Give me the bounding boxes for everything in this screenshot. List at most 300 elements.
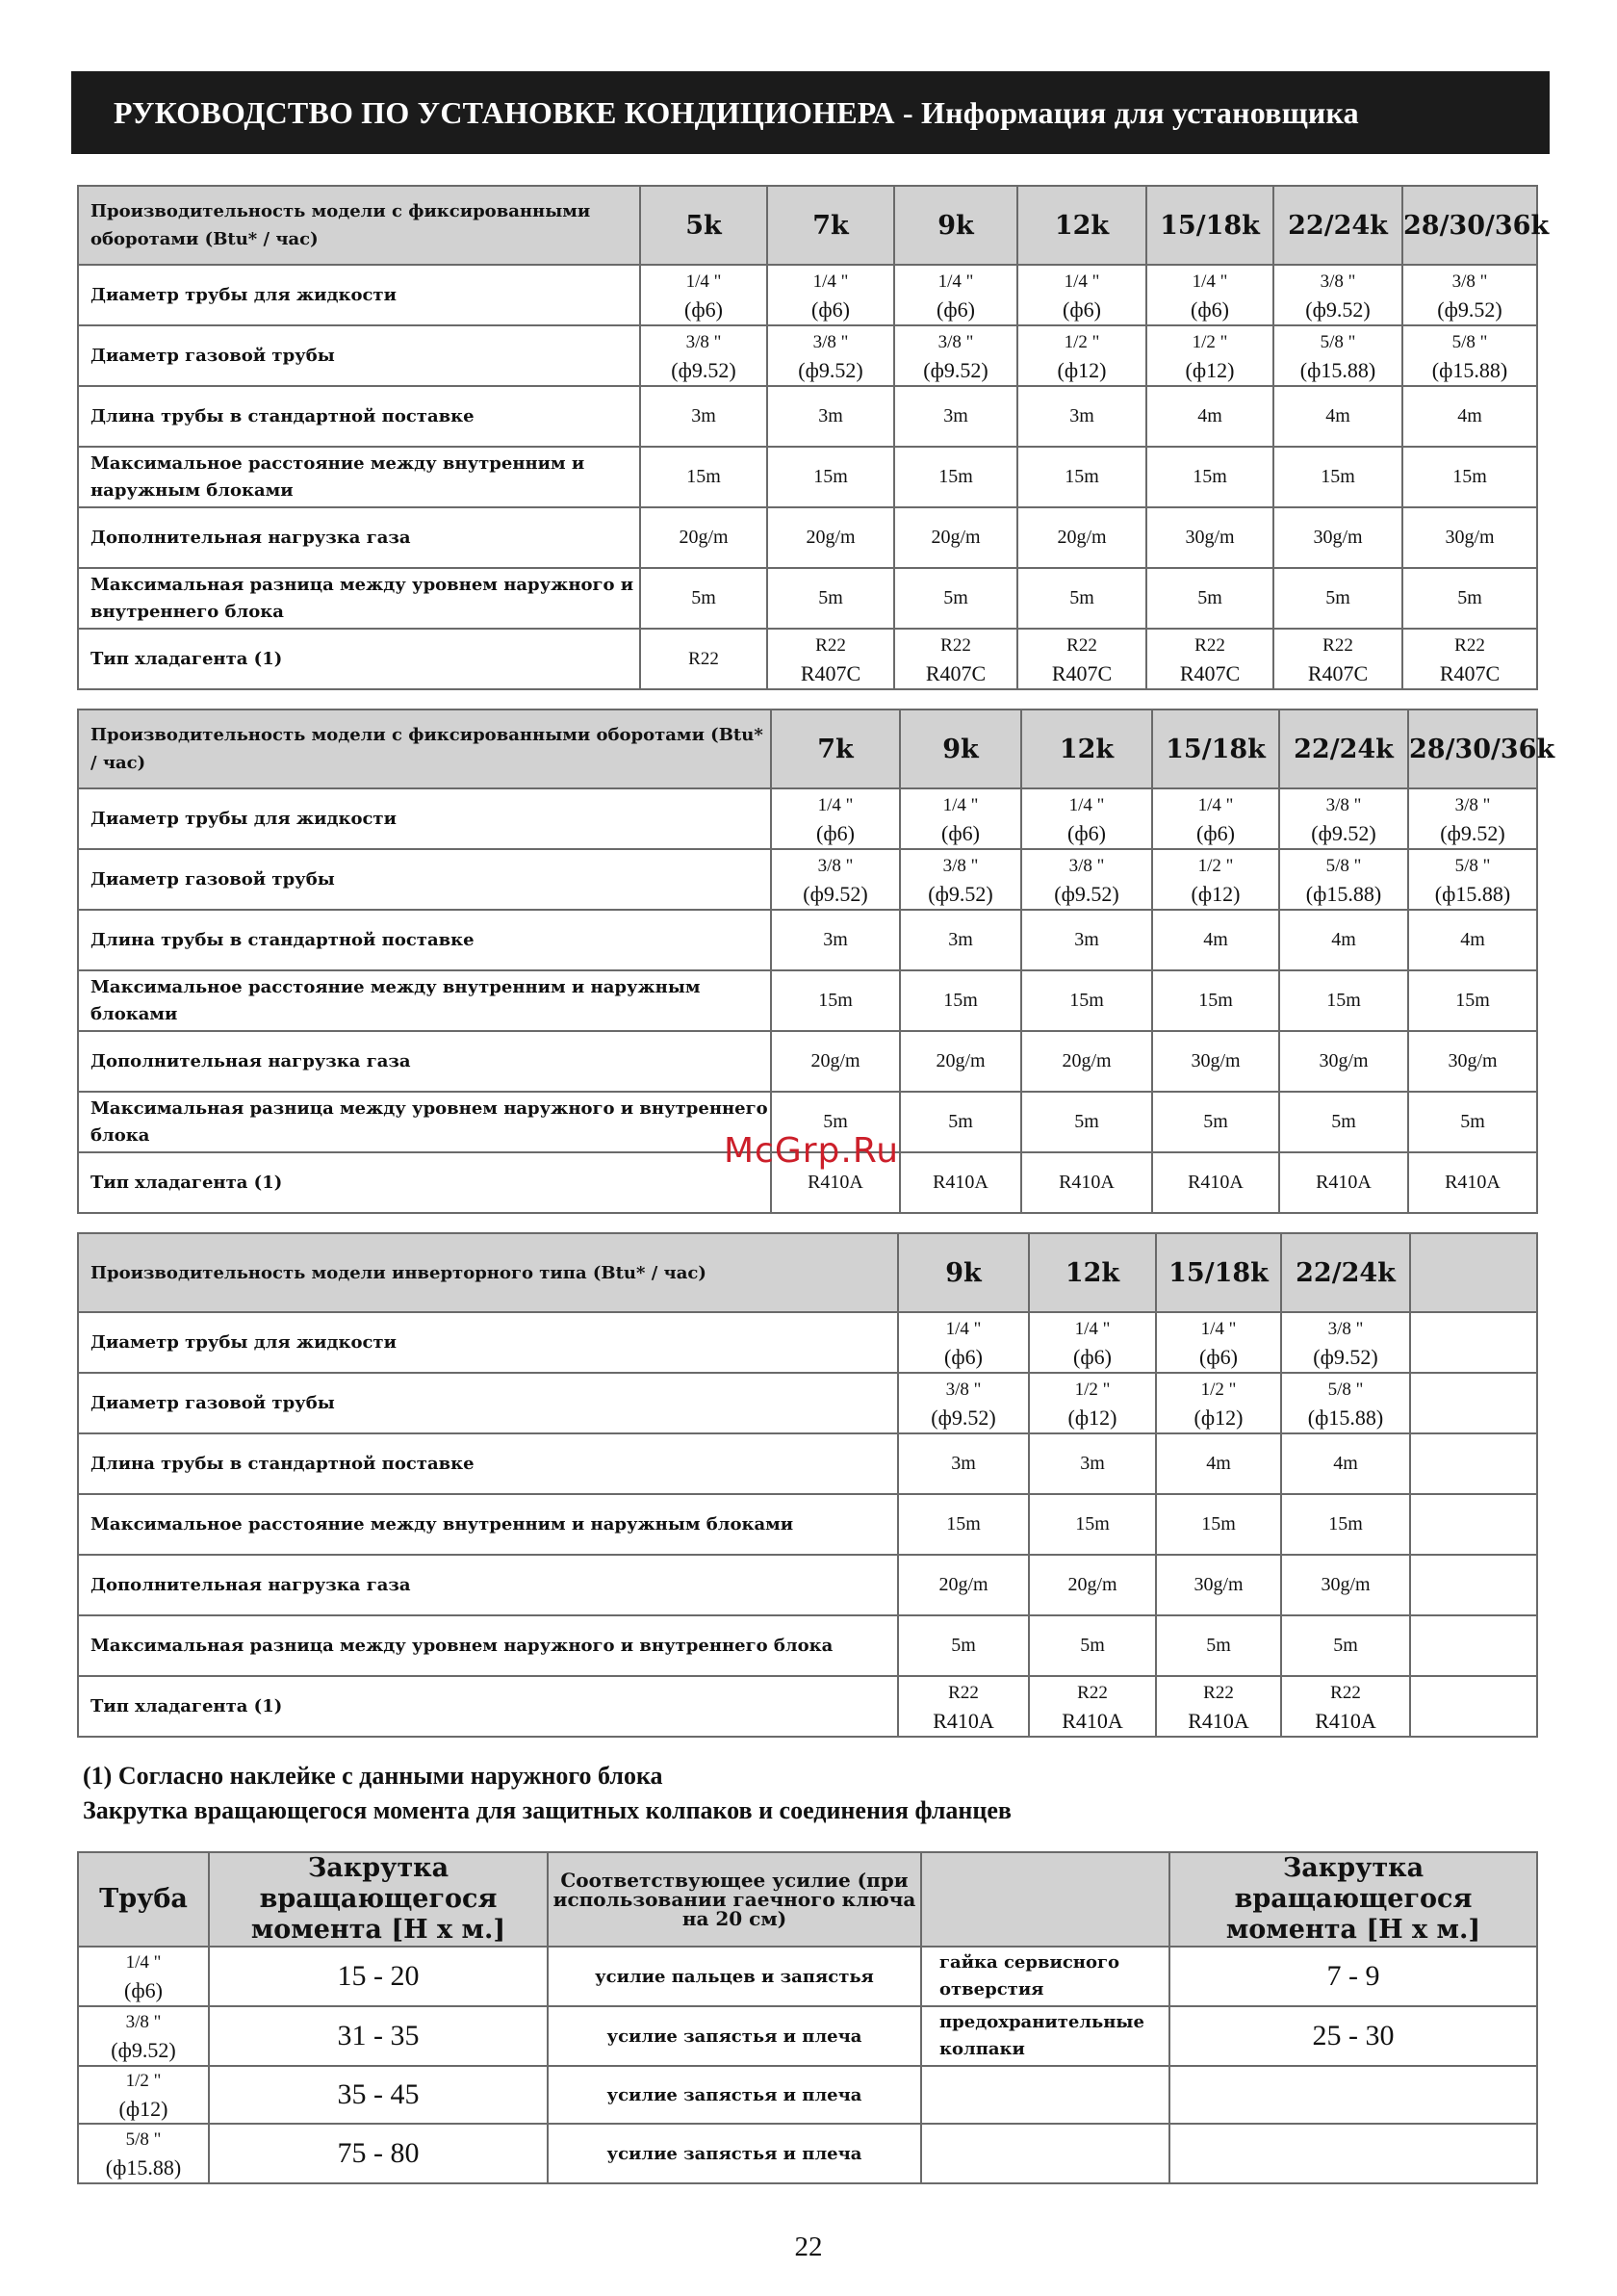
table-cell: 3m	[771, 910, 900, 970]
table-cell: 5m	[1029, 1615, 1156, 1676]
table-cell	[1279, 849, 1408, 910]
table-cell: 4m	[1402, 386, 1537, 447]
cell-line-primary: 1/4 "	[945, 1318, 982, 1339]
torque-pipe-size	[78, 2006, 209, 2066]
table-cell: 30g/m	[1279, 1031, 1408, 1092]
table-cell: 15m	[1156, 1494, 1281, 1555]
table-cell	[640, 265, 767, 325]
column-header: 28/30/36k	[1408, 709, 1537, 788]
cell-line-primary: R22	[948, 1682, 979, 1703]
table-cell	[1281, 1373, 1410, 1433]
torque-part	[921, 2124, 1169, 2183]
cell-line-secondary: (ф6)	[684, 297, 723, 322]
cell-line-secondary: (ф6)	[811, 297, 850, 322]
cell-line-secondary: (ф15.88)	[1307, 1405, 1384, 1430]
table-cell: 15m	[1273, 447, 1402, 507]
cell-line-secondary: R407C	[1439, 660, 1501, 685]
table-cell	[1410, 1676, 1537, 1737]
cell-line-primary: R22	[1330, 1682, 1361, 1703]
cell-line-primary: R22	[1066, 634, 1097, 656]
cell-line-primary: 3/8 "	[1454, 794, 1491, 815]
page-title: РУКОВОДСТВО ПО УСТАНОВКЕ КОНДИЦИОНЕРА - Информация для установщика	[71, 71, 1550, 154]
torque-row	[78, 2124, 1537, 2183]
torque-force: усилие запястья и плеча	[548, 2006, 921, 2066]
table-cell: 3m	[1021, 910, 1152, 970]
cell-line-primary: 1/2 "	[1200, 1379, 1237, 1400]
table-cell: R410A	[1021, 1152, 1152, 1213]
cell-line-secondary: (ф9.52)	[1313, 1344, 1378, 1369]
table-cell	[1029, 1312, 1156, 1373]
row-label: Диаметр газовой трубы	[78, 325, 640, 386]
table-row	[78, 849, 1537, 910]
torque-header-torque2: Закрутка вращающегося момента [Н х м.]	[1169, 1852, 1537, 1947]
table-row	[78, 910, 1537, 970]
column-header: 12k	[1021, 709, 1152, 788]
table-cell: 15m	[900, 970, 1021, 1031]
table-cell	[1279, 788, 1408, 849]
cell-line-primary: 1/4 "	[1068, 794, 1105, 815]
table-cell	[1029, 1676, 1156, 1737]
row-label: Максимальная разница между уровнем наружного и внутреннего блока	[78, 568, 640, 629]
cell-line-primary: 3/8 "	[1327, 1318, 1364, 1339]
footnote: (1) Согласно наклейке с данными наружного блока	[83, 1762, 663, 1790]
inverter-table	[77, 1232, 1538, 1738]
torque-row	[78, 2006, 1537, 2066]
column-header: 15/18k	[1152, 709, 1279, 788]
table-cell	[1408, 849, 1537, 910]
row-label: Тип хладагента (1)	[78, 1152, 771, 1213]
cell-line-secondary: (ф12)	[1194, 1405, 1244, 1430]
cell-line-secondary: R407C	[1051, 660, 1113, 685]
table-row	[78, 1373, 1537, 1433]
table-cell: 5m	[1152, 1092, 1279, 1152]
table-cell: 5m	[1273, 568, 1402, 629]
table-cell: 15m	[1281, 1494, 1410, 1555]
table-cell: R410A	[1279, 1152, 1408, 1213]
table-cell: 5m	[1279, 1092, 1408, 1152]
row-label: Тип хладагента (1)	[78, 1676, 898, 1737]
cell-line-primary: 1/4 "	[812, 271, 849, 292]
cell-line-secondary: (ф15.88)	[1434, 881, 1511, 906]
cell-line-secondary: (ф9.52)	[1054, 881, 1119, 906]
table-cell: 15m	[640, 447, 767, 507]
table-cell	[1021, 788, 1152, 849]
table-row	[78, 447, 1537, 507]
cell-line-primary: 3/8 "	[685, 331, 722, 352]
table-cell: 15m	[1408, 970, 1537, 1031]
row-label: Диаметр трубы для жидкости	[78, 1312, 898, 1373]
cell-line-secondary: (ф9.52)	[931, 1405, 996, 1430]
cell-line-primary: 1/2 "	[1074, 1379, 1111, 1400]
table-row	[78, 325, 1537, 386]
column-header	[1410, 1233, 1537, 1312]
row-label: Дополнительная нагрузка газа	[78, 507, 640, 568]
row-label: Дополнительная нагрузка газа	[78, 1555, 898, 1615]
cell-line-primary: 5/8 "	[1454, 855, 1491, 876]
table-cell: 5m	[1146, 568, 1273, 629]
table-row	[78, 1494, 1537, 1555]
torque-header-part	[921, 1852, 1169, 1947]
cell-line-secondary: R407C	[925, 660, 987, 685]
torque-header-row	[78, 1852, 1537, 1947]
table-cell: 5m	[900, 1092, 1021, 1152]
row-label: Диаметр газовой трубы	[78, 1373, 898, 1433]
cell-line-primary: 5/8 "	[1320, 331, 1356, 352]
table-cell	[1146, 629, 1273, 689]
cell-line-primary: R22	[1194, 634, 1225, 656]
torque-section-title: Закрутка вращающегося момента для защитных колпаков и соединения фланцев	[83, 1796, 1012, 1824]
table-cell: 15m	[1279, 970, 1408, 1031]
table-row	[78, 970, 1537, 1031]
table-header-row	[78, 1233, 1537, 1312]
cell-line-secondary: R410A	[1188, 1708, 1249, 1733]
cell-line-primary: 1/4 "	[817, 794, 854, 815]
column-header: 22/24k	[1281, 1233, 1410, 1312]
table-row	[78, 1555, 1537, 1615]
table-cell: R410A	[1408, 1152, 1537, 1213]
table-cell	[1152, 849, 1279, 910]
cell-line-secondary: (ф12)	[1191, 881, 1241, 906]
pipe-size-mm: (ф15.88)	[105, 2155, 182, 2180]
table-cell	[894, 325, 1017, 386]
torque-pipe-size	[78, 2124, 209, 2183]
cell-line-primary: 3/8 "	[942, 855, 979, 876]
table-cell	[1152, 788, 1279, 849]
cell-line-primary: 1/4 "	[937, 271, 974, 292]
row-label: Максимальная разница между уровнем наружного и внутреннего блока	[78, 1092, 771, 1152]
cell-line-primary: R22	[940, 634, 971, 656]
table-cell: 15m	[1017, 447, 1146, 507]
table-cell: 4m	[1408, 910, 1537, 970]
table-cell	[1156, 1373, 1281, 1433]
cell-line-primary: 3/8 "	[1451, 271, 1488, 292]
table-cell	[1029, 1373, 1156, 1433]
table-cell: 15m	[1021, 970, 1152, 1031]
table-cell	[640, 629, 767, 689]
table-cell	[771, 849, 900, 910]
column-header: 15/18k	[1146, 186, 1273, 265]
cell-line-secondary: R407C	[1307, 660, 1369, 685]
cell-line-primary: 5/8 "	[1325, 855, 1362, 876]
table-cell: 15m	[1146, 447, 1273, 507]
table-cell: 30g/m	[1152, 1031, 1279, 1092]
torque-row	[78, 2066, 1537, 2124]
torque-value-2: 25 - 30	[1169, 2006, 1537, 2066]
table-cell: 20g/m	[767, 507, 894, 568]
table-cell	[640, 325, 767, 386]
table-cell	[1273, 629, 1402, 689]
table-row	[78, 507, 1537, 568]
row-label: Максимальное расстояние между внутренним и наружным блоками	[78, 447, 640, 507]
cell-line-secondary: (ф9.52)	[1437, 297, 1502, 322]
cell-line-secondary: (ф6)	[816, 820, 855, 845]
table-cell	[767, 265, 894, 325]
table-cell	[898, 1676, 1029, 1737]
table-cell	[1281, 1676, 1410, 1737]
page-number: 22	[794, 2232, 823, 2262]
torque-part: предохранительные колпаки	[921, 2006, 1169, 2066]
column-header: 12k	[1017, 186, 1146, 265]
table-row	[78, 568, 1537, 629]
cell-line-secondary: (ф15.88)	[1305, 881, 1382, 906]
cell-line-secondary: (ф6)	[944, 1344, 983, 1369]
pipe-size-inch: 1/2 "	[125, 2071, 162, 2091]
table-header-label: Производительность модели инверторного типа (Btu* / час)	[78, 1233, 898, 1312]
table-cell	[894, 265, 1017, 325]
cell-line-secondary: (ф15.88)	[1299, 357, 1376, 382]
table-cell: 3m	[1017, 386, 1146, 447]
cell-line-secondary: (ф6)	[937, 297, 975, 322]
table-row	[78, 1676, 1537, 1737]
table-cell	[1146, 325, 1273, 386]
table-cell: 4m	[1273, 386, 1402, 447]
cell-line-secondary: (ф9.52)	[928, 881, 993, 906]
table-cell: 30g/m	[1281, 1555, 1410, 1615]
cell-line-primary: 1/2 "	[1064, 331, 1100, 352]
torque-value-2	[1169, 2066, 1537, 2124]
column-header: 22/24k	[1279, 709, 1408, 788]
torque-pipe-size	[78, 1947, 209, 2006]
table-cell	[1410, 1615, 1537, 1676]
table-cell	[1156, 1676, 1281, 1737]
table-cell: 20g/m	[640, 507, 767, 568]
row-label: Длина трубы в стандартной поставке	[78, 386, 640, 447]
table-cell: 5m	[1408, 1092, 1537, 1152]
table-row	[78, 629, 1537, 689]
cell-line-secondary: (ф6)	[1067, 820, 1106, 845]
table-row	[78, 265, 1537, 325]
table-cell	[1273, 325, 1402, 386]
table-cell: 3m	[894, 386, 1017, 447]
cell-line-secondary: (ф6)	[1191, 297, 1229, 322]
torque-pipe-size	[78, 2066, 209, 2124]
table-cell: 15m	[894, 447, 1017, 507]
cell-line-primary: 3/8 "	[1325, 794, 1362, 815]
table-cell: 5m	[894, 568, 1017, 629]
cell-line-primary: 1/4 "	[1074, 1318, 1111, 1339]
fixed-speed-table-1	[77, 185, 1550, 690]
torque-value: 31 - 35	[209, 2006, 548, 2066]
table-cell: 3m	[900, 910, 1021, 970]
cell-line-primary: 3/8 "	[937, 331, 974, 352]
cell-line-secondary: (ф9.52)	[923, 357, 988, 382]
torque-value: 35 - 45	[209, 2066, 548, 2124]
table-cell	[1402, 265, 1537, 325]
torque-value-2: 7 - 9	[1169, 1947, 1537, 2006]
table-cell: 20g/m	[894, 507, 1017, 568]
table-cell	[894, 629, 1017, 689]
table-cell: 15m	[898, 1494, 1029, 1555]
table-cell: 15m	[1402, 447, 1537, 507]
table-cell: 5m	[1156, 1615, 1281, 1676]
table-cell	[1410, 1555, 1537, 1615]
column-header: 9k	[900, 709, 1021, 788]
cell-line-secondary: (ф6)	[1196, 820, 1235, 845]
cell-line-secondary: (ф6)	[941, 820, 980, 845]
table-cell	[900, 788, 1021, 849]
pipe-size-mm: (ф6)	[124, 1978, 163, 2002]
table-cell: 5m	[771, 1092, 900, 1152]
cell-line-secondary: R410A	[1315, 1708, 1376, 1733]
table-cell	[1017, 265, 1146, 325]
cell-line-secondary: (ф15.88)	[1431, 357, 1508, 382]
table-row	[78, 1615, 1537, 1676]
table-cell: 30g/m	[1408, 1031, 1537, 1092]
cell-line-secondary: (ф9.52)	[671, 357, 736, 382]
torque-value-2	[1169, 2124, 1537, 2183]
table-cell: 15m	[1152, 970, 1279, 1031]
table-cell	[1402, 325, 1537, 386]
cell-line-primary: 3/8 "	[812, 331, 849, 352]
table-cell	[1410, 1373, 1537, 1433]
cell-line-primary: 1/2 "	[1192, 331, 1228, 352]
row-label: Длина трубы в стандартной поставке	[78, 910, 771, 970]
cell-line-secondary: R410A	[1062, 1708, 1123, 1733]
torque-part: гайка сервисного отверстия	[921, 1947, 1169, 2006]
torque-header-force: Соответствующее усилие (при использовании гаечного ключа на 20 см)	[548, 1852, 921, 1947]
table-row	[78, 1433, 1537, 1494]
table-cell: 30g/m	[1146, 507, 1273, 568]
table-row	[78, 1031, 1537, 1092]
table-cell	[898, 1312, 1029, 1373]
table-cell: 30g/m	[1156, 1555, 1281, 1615]
table-cell: 5m	[767, 568, 894, 629]
watermark-text: McGrp.Ru	[724, 1131, 900, 1171]
table-cell: 20g/m	[1021, 1031, 1152, 1092]
torque-part	[921, 2066, 1169, 2124]
row-label: Тип хладагента (1)	[78, 629, 640, 689]
table-cell: R410A	[771, 1152, 900, 1213]
table-cell	[1273, 265, 1402, 325]
table-cell	[898, 1373, 1029, 1433]
cell-line-secondary: (ф9.52)	[1311, 820, 1376, 845]
column-header: 28/30/36k	[1402, 186, 1537, 265]
table-cell	[767, 325, 894, 386]
cell-line-primary: 1/4 "	[1192, 271, 1228, 292]
cell-line-primary: 5/8 "	[1327, 1379, 1364, 1400]
table-cell: 5m	[1402, 568, 1537, 629]
table-cell: 15m	[771, 970, 900, 1031]
cell-line-secondary: (ф9.52)	[803, 881, 868, 906]
row-label: Максимальное расстояние между внутренним и наружным блоками	[78, 970, 771, 1031]
cell-line-primary: 1/2 "	[1197, 855, 1234, 876]
row-label: Максимальное расстояние между внутренним и наружным блоками	[78, 1494, 898, 1555]
table-cell: 4m	[1281, 1433, 1410, 1494]
cell-line-secondary: R407C	[800, 660, 861, 685]
column-header: 22/24k	[1273, 186, 1402, 265]
cell-line-secondary: (ф6)	[1073, 1344, 1112, 1369]
table-cell: 3m	[767, 386, 894, 447]
table-cell	[1408, 788, 1537, 849]
torque-value: 75 - 80	[209, 2124, 548, 2183]
table-row	[78, 1312, 1537, 1373]
torque-header-pipe: Труба	[78, 1852, 209, 1947]
table-cell: 20g/m	[771, 1031, 900, 1092]
table-row	[78, 788, 1537, 849]
table-cell: 5m	[1021, 1092, 1152, 1152]
table-cell	[771, 788, 900, 849]
cell-line-primary: 3/8 "	[817, 855, 854, 876]
column-header: 9k	[894, 186, 1017, 265]
table-cell: 4m	[1152, 910, 1279, 970]
column-header: 12k	[1029, 1233, 1156, 1312]
table-cell	[767, 629, 894, 689]
table-cell: 5m	[640, 568, 767, 629]
table-cell	[1410, 1494, 1537, 1555]
pipe-size-mm: (ф12)	[118, 2097, 168, 2121]
table-cell	[1021, 849, 1152, 910]
cell-line-secondary: (ф9.52)	[1305, 297, 1371, 322]
table-cell: 15m	[767, 447, 894, 507]
cell-line-primary: R22	[1077, 1682, 1108, 1703]
torque-table	[77, 1851, 1538, 2184]
table-cell: 20g/m	[900, 1031, 1021, 1092]
torque-force: усилие пальцев и запястья	[548, 1947, 921, 2006]
table-cell: R410A	[900, 1152, 1021, 1213]
table-cell	[1402, 629, 1537, 689]
table-header-row	[78, 186, 1537, 265]
table-cell: 20g/m	[898, 1555, 1029, 1615]
column-header: 9k	[898, 1233, 1029, 1312]
row-label: Диаметр трубы для жидкости	[78, 265, 640, 325]
table-cell: R410A	[1152, 1152, 1279, 1213]
cell-line-primary: 1/4 "	[1064, 271, 1100, 292]
cell-line-primary: 1/4 "	[685, 271, 722, 292]
torque-header-torque: Закрутка вращающегося момента [Н х м.]	[209, 1852, 548, 1947]
pipe-size-mm: (ф9.52)	[111, 2038, 176, 2062]
cell-line-primary: 1/4 "	[942, 794, 979, 815]
column-header: 5k	[640, 186, 767, 265]
pipe-size-inch: 3/8 "	[125, 2012, 162, 2032]
torque-row	[78, 1947, 1537, 2006]
table-cell	[1410, 1433, 1537, 1494]
table-header-row	[78, 709, 1537, 788]
cell-line-primary: 1/4 "	[1197, 794, 1234, 815]
table-cell: 30g/m	[1402, 507, 1537, 568]
table-cell	[1410, 1312, 1537, 1373]
table-cell: 5m	[1281, 1615, 1410, 1676]
torque-force: усилие запястья и плеча	[548, 2066, 921, 2124]
cell-line-primary: R22	[1454, 634, 1485, 656]
cell-line-secondary: R407C	[1179, 660, 1241, 685]
pipe-size-inch: 1/4 "	[125, 1952, 162, 1973]
row-label: Максимальная разница между уровнем наружного и внутреннего блока	[78, 1615, 898, 1676]
table-cell: 5m	[1017, 568, 1146, 629]
column-header: 15/18k	[1156, 1233, 1281, 1312]
cell-line-secondary: R410A	[933, 1708, 994, 1733]
table-cell	[900, 849, 1021, 910]
column-header: 7k	[767, 186, 894, 265]
table-cell	[1156, 1312, 1281, 1373]
table-cell: 4m	[1156, 1433, 1281, 1494]
table-cell: 20g/m	[1017, 507, 1146, 568]
cell-line-primary: R22	[1322, 634, 1353, 656]
cell-line-secondary: (ф12)	[1067, 1405, 1117, 1430]
row-label: Дополнительная нагрузка газа	[78, 1031, 771, 1092]
table-cell	[1281, 1312, 1410, 1373]
row-label: Диаметр трубы для жидкости	[78, 788, 771, 849]
table-cell: 4m	[1146, 386, 1273, 447]
row-label: Диаметр газовой трубы	[78, 849, 771, 910]
table-cell	[1146, 265, 1273, 325]
torque-force: усилие запястья и плеча	[548, 2124, 921, 2183]
table-row	[78, 386, 1537, 447]
table-header-label: Производительность модели с фиксированными оборотами (Btu* / час)	[78, 186, 640, 265]
cell-line-primary: 5/8 "	[1451, 331, 1488, 352]
cell-line-primary: 1/4 "	[1200, 1318, 1237, 1339]
cell-line-primary: R22	[815, 634, 846, 656]
row-label: Длина трубы в стандартной поставке	[78, 1433, 898, 1494]
